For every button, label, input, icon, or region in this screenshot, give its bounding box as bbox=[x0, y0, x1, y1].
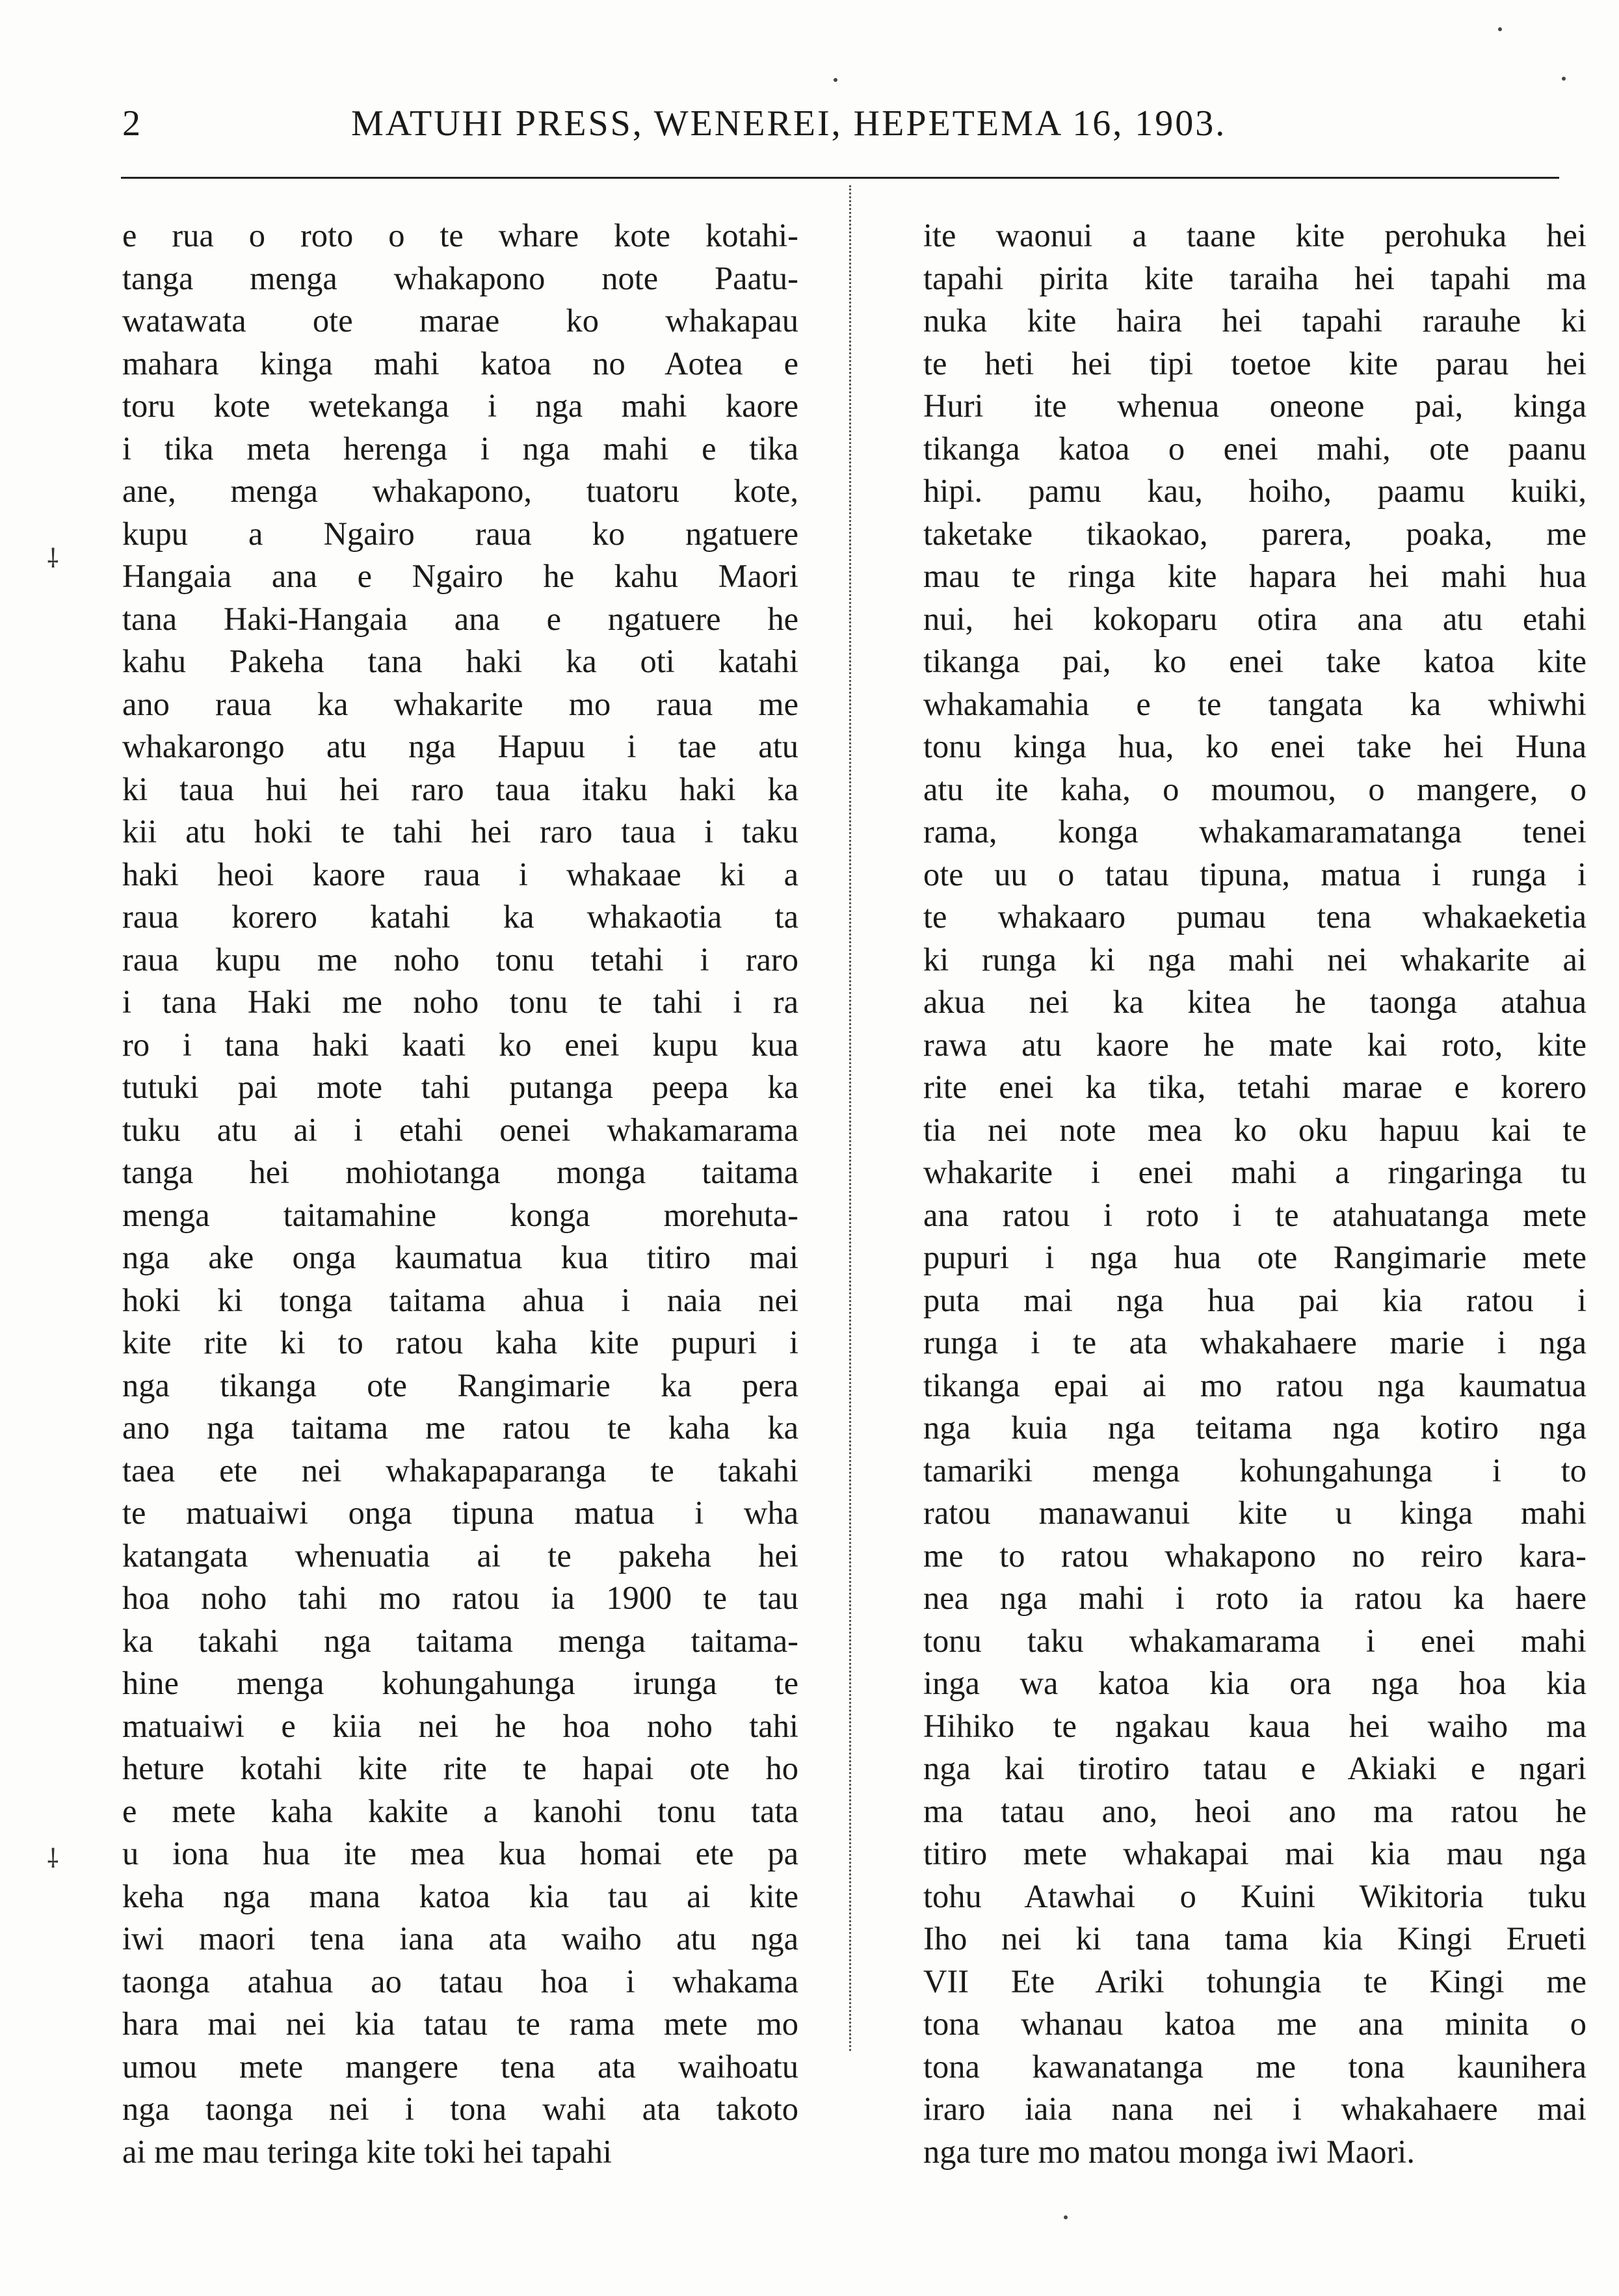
scan-speck bbox=[834, 78, 837, 82]
text-line: tia nei note mea ko oku hapuu kai te bbox=[923, 1111, 1586, 1148]
text-line: iraro iaia nana nei i whakahaere mai bbox=[923, 2091, 1586, 2127]
text-line: taketake tikaokao, parera, poaka, me bbox=[923, 515, 1586, 552]
text-line: mahara kinga mahi katoa no Aotea e bbox=[122, 345, 798, 382]
text-line: ote uu o tatau tipuna, matua i runga i bbox=[923, 855, 1586, 893]
text-line: ki runga ki nga mahi nei whakarite ai bbox=[923, 941, 1586, 978]
text-line: hoki ki tonga taitama ahua i naia nei bbox=[122, 1281, 798, 1318]
text-line: akua nei ka kitea he taonga atahua bbox=[923, 984, 1586, 1020]
text-line: ka takahi nga taitama menga taitama- bbox=[122, 1622, 798, 1659]
text-line: umou mete mangere tena ata waihoatu bbox=[122, 2048, 798, 2085]
right-column bbox=[923, 215, 1586, 2173]
text-line: hara mai nei kia tatau te rama mete mo bbox=[122, 2005, 798, 2042]
text-line: tanga menga whakapono note Paatu- bbox=[122, 259, 798, 296]
text-line: nga kai tirotiro tatau e Akiaki e ngari bbox=[923, 1750, 1586, 1786]
text-line: hipi. pamu kau, hoiho, paamu kuiki, bbox=[923, 473, 1586, 509]
text-line: i tana Haki me noho tonu te tahi i ra bbox=[122, 984, 798, 1020]
text-line: nga tikanga ote Rangimarie ka pera bbox=[122, 1366, 798, 1403]
text-line: te whakaaro pumau tena whakaeketia bbox=[923, 898, 1586, 935]
left-column bbox=[122, 215, 798, 2173]
text-line: te matuaiwi onga tipuna matua i wha bbox=[122, 1494, 798, 1531]
page-number: 2 bbox=[122, 103, 140, 144]
scan-speck bbox=[1562, 77, 1566, 81]
text-line: kite rite ki to ratou kaha kite pupuri i bbox=[122, 1324, 798, 1361]
text-line: VII Ete Ariki tohungia te Kingi me bbox=[923, 1963, 1586, 2000]
text-line: tuku atu ai i etahi oenei whakamarama bbox=[122, 1111, 798, 1148]
text-line: ano raua ka whakarite mo raua me bbox=[122, 685, 798, 722]
text-line: ro i tana haki kaati ko enei kupu kua bbox=[122, 1026, 798, 1063]
text-line: atu ite kaha, o moumou, o mangere, o bbox=[923, 770, 1586, 807]
text-line: te heti hei tipi toetoe kite parau hei bbox=[923, 345, 1586, 382]
margin-mark: ⸸ bbox=[47, 544, 59, 573]
text-line: e rua o roto o te whare kote kotahi- bbox=[122, 217, 798, 254]
text-line: nuka kite haira hei tapahi rarauhe ki bbox=[923, 302, 1586, 339]
text-line: tana Haki-Hangaia ana e ngatuere he bbox=[122, 600, 798, 637]
text-line: iwi maori tena iana ata waiho atu nga bbox=[122, 1920, 798, 1957]
text-line: pupuri i nga hua ote Rangimarie mete bbox=[923, 1239, 1586, 1275]
text-line: tikanga pai, ko enei take katoa kite bbox=[923, 643, 1586, 679]
text-line: Hangaia ana e Ngairo he kahu Maori bbox=[122, 558, 798, 594]
text-line: kahu Pakeha tana haki ka oti katahi bbox=[122, 643, 798, 679]
text-line: nga ake onga kaumatua kua titiro mai bbox=[122, 1239, 798, 1275]
text-line: u iona hua ite mea kua homai ete pa bbox=[122, 1835, 798, 1872]
text-line: keha nga mana katoa kia tau ai kite bbox=[122, 1877, 798, 1914]
text-line: rama, konga whakamaramatanga tenei bbox=[923, 813, 1586, 850]
text-line: tonu taku whakamarama i enei mahi bbox=[923, 1622, 1586, 1659]
text-line: tamariki menga kohungahunga i to bbox=[923, 1452, 1586, 1489]
text-line: puta mai nga hua pai kia ratou i bbox=[923, 1281, 1586, 1318]
text-line: tikanga epai ai mo ratou nga kaumatua bbox=[923, 1366, 1586, 1403]
running-title: MATUHI PRESS, WENEREI, HEPETEMA 16, 1903. bbox=[351, 103, 1227, 144]
text-line: tapahi pirita kite taraiha hei tapahi ma bbox=[923, 259, 1586, 296]
text-line: whakarite i enei mahi a ringaringa tu bbox=[923, 1154, 1586, 1190]
text-line: ma tatau ano, heoi ano ma ratou he bbox=[923, 1792, 1586, 1829]
text-line: tona whanau katoa me ana minita o bbox=[923, 2005, 1586, 2042]
text-line: katangata whenuatia ai te pakeha hei bbox=[122, 1537, 798, 1574]
text-line: ai me mau teringa kite toki hei tapahi bbox=[122, 2133, 612, 2170]
text-line: ki taua hui hei raro taua itaku haki ka bbox=[122, 770, 798, 807]
text-line: e mete kaha kakite a kanohi tonu tata bbox=[122, 1792, 798, 1829]
text-line: whakarongo atu nga Hapuu i tae atu bbox=[122, 728, 798, 764]
text-line: hoa noho tahi mo ratou ia 1900 te tau bbox=[122, 1580, 798, 1616]
text-line: ite waonui a taane kite perohuka hei bbox=[923, 217, 1586, 254]
text-line: ratou manawanui kite u kinga mahi bbox=[923, 1494, 1586, 1531]
text-line: nea nga mahi i roto ia ratou ka haere bbox=[923, 1580, 1586, 1616]
text-line: raua korero katahi ka whakaotia ta bbox=[122, 898, 798, 935]
text-line: tohu Atawhai o Kuini Wikitoria tuku bbox=[923, 1877, 1586, 1914]
text-line: tona kawanatanga me tona kaunihera bbox=[923, 2048, 1586, 2085]
text-line: nga kuia nga teitama nga kotiro nga bbox=[923, 1409, 1586, 1446]
text-line: raua kupu me noho tonu tetahi i raro bbox=[122, 941, 798, 978]
text-line: ane, menga whakapono, tuatoru kote, bbox=[122, 473, 798, 509]
text-line: tutuki pai mote tahi putanga peepa ka bbox=[122, 1069, 798, 1105]
header-rule bbox=[121, 177, 1559, 179]
text-line: Iho nei ki tana tama kia Kingi Erueti bbox=[923, 1920, 1586, 1957]
text-line: nga ture mo matou monga iwi Maori. bbox=[923, 2133, 1415, 2170]
text-line: runga i te ata whakahaere marie i nga bbox=[923, 1324, 1586, 1361]
text-line: heture kotahi kite rite te hapai ote ho bbox=[122, 1750, 798, 1786]
text-line: watawata ote marae ko whakapau bbox=[122, 302, 798, 339]
text-line: haki heoi kaore raua i whakaae ki a bbox=[122, 855, 798, 893]
text-line: whakamahia e te tangata ka whiwhi bbox=[923, 685, 1586, 722]
text-line: toru kote wetekanga i nga mahi kaore bbox=[122, 387, 798, 424]
text-line: nui, hei kokoparu otira ana atu etahi bbox=[923, 600, 1586, 637]
scan-speck bbox=[1064, 2215, 1068, 2219]
text-line: kii atu hoki te tahi hei raro taua i taku bbox=[122, 813, 798, 850]
text-line: i tika meta herenga i nga mahi e tika bbox=[122, 430, 798, 467]
margin-mark: ⸸ bbox=[47, 1844, 59, 1873]
text-line: tonu kinga hua, ko enei take hei Huna bbox=[923, 728, 1586, 764]
text-line: tanga hei mohiotanga monga taitama bbox=[122, 1154, 798, 1190]
text-line: matuaiwi e kiia nei he hoa noho tahi bbox=[122, 1707, 798, 1744]
text-line: nga taonga nei i tona wahi ata takoto bbox=[122, 2091, 798, 2127]
text-line: inga wa katoa kia ora nga hoa kia bbox=[923, 1665, 1586, 1701]
text-line: titiro mete whakapai mai kia mau nga bbox=[923, 1835, 1586, 1872]
column-divider bbox=[849, 185, 851, 2051]
text-line: menga taitamahine konga morehuta- bbox=[122, 1196, 798, 1233]
text-line: ano nga taitama me ratou te kaha ka bbox=[122, 1409, 798, 1446]
scan-speck bbox=[1498, 27, 1502, 31]
text-line: rawa atu kaore he mate kai roto, kite bbox=[923, 1026, 1586, 1063]
text-line: hine menga kohungahunga irunga te bbox=[122, 1665, 798, 1701]
text-line: me to ratou whakapono no reiro kara- bbox=[923, 1537, 1586, 1574]
text-line: taonga atahua ao tatau hoa i whakama bbox=[122, 1963, 798, 2000]
text-line: tikanga katoa o enei mahi, ote paanu bbox=[923, 430, 1586, 467]
text-line: taea ete nei whakapaparanga te takahi bbox=[122, 1452, 798, 1489]
text-line: Huri ite whenua oneone pai, kinga bbox=[923, 387, 1586, 424]
text-line: mau te ringa kite hapara hei mahi hua bbox=[923, 558, 1586, 594]
text-line: rite enei ka tika, tetahi marae e korero bbox=[923, 1069, 1586, 1105]
text-line: ana ratou i roto i te atahuatanga mete bbox=[923, 1196, 1586, 1233]
text-line: kupu a Ngairo raua ko ngatuere bbox=[122, 515, 798, 552]
text-line: Hihiko te ngakau kaua hei waiho ma bbox=[923, 1707, 1586, 1744]
